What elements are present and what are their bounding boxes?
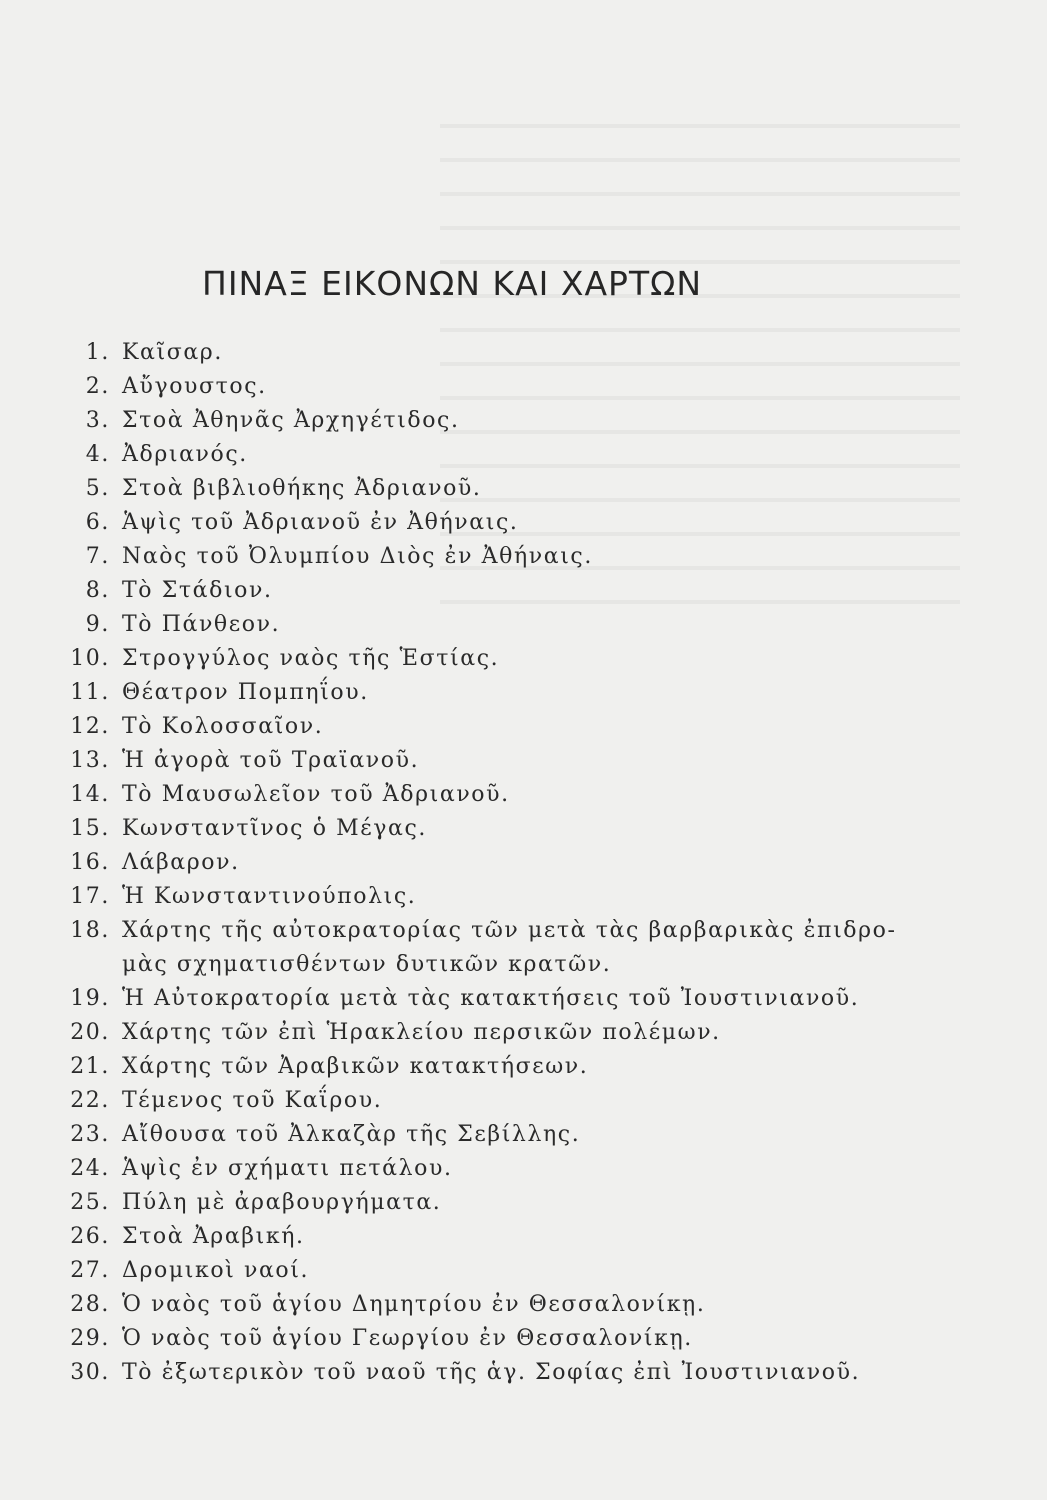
item-number: 24. [70, 1156, 110, 1181]
item-number: 14. [70, 782, 110, 807]
list-item [40, 1118, 940, 1152]
item-number: 1. [85, 340, 110, 365]
item-number: 8. [85, 578, 110, 603]
item-number: 2. [85, 374, 110, 399]
item-number: 26. [70, 1224, 110, 1249]
item-number: 30. [70, 1360, 110, 1385]
list-item [40, 1050, 940, 1084]
list-item [40, 608, 940, 642]
list-item [40, 336, 940, 370]
list-item [40, 1322, 940, 1356]
item-number: 4. [85, 442, 110, 467]
item-text: Τὸ ἐξωτερικὸν τοῦ ναοῦ τῆς ἁγ. Σοφίας ἐπὶ Ἰουστινιανοῦ. [122, 1360, 861, 1385]
item-text: Τὸ Κολοσσαῖον. [122, 714, 324, 739]
list-item [40, 404, 940, 438]
item-text: Τέμενος τοῦ Καΐρου. [122, 1088, 383, 1113]
item-text: Αὔγουστος. [122, 374, 267, 399]
item-text: Ἡ ἀγορὰ τοῦ Τραϊανοῦ. [122, 748, 420, 773]
list-item [40, 1356, 940, 1390]
item-text: Ἁψὶς ἐν σχήματι πετάλου. [122, 1156, 453, 1181]
item-text [122, 914, 940, 982]
item-number: 21. [70, 1054, 110, 1079]
item-number: 27. [70, 1258, 110, 1283]
item-text: Θέατρον Πομπηΐου. [122, 680, 369, 705]
list-item [40, 1084, 940, 1118]
item-number: 25. [70, 1190, 110, 1215]
item-number: 19. [70, 986, 110, 1011]
item-number: 7. [85, 544, 110, 569]
item-number: 13. [70, 748, 110, 773]
item-text: Λάβαρον. [122, 850, 240, 875]
list-item [40, 1220, 940, 1254]
list-item [40, 744, 940, 778]
item-text: Στοὰ Ἀραβική. [122, 1224, 305, 1249]
item-number: 3. [85, 408, 110, 433]
item-text: Δρομικοὶ ναοί. [122, 1258, 310, 1283]
list-item [40, 880, 940, 914]
item-text: Ἀδριανός. [122, 442, 248, 467]
item-text: Ναὸς τοῦ Ὀλυμπίου Διὸς ἐν Ἀθήναις. [122, 544, 593, 569]
page-title: ΠΙΝΑΞ ΕΙΚΟΝΩΝ ΚΑΙ ΧΑΡΤΩΝ [202, 264, 703, 303]
item-text: Στρογγύλος ναὸς τῆς Ἑστίας. [122, 646, 500, 671]
figure-list [40, 336, 940, 1390]
list-item [40, 1288, 940, 1322]
item-number: 9. [85, 612, 110, 637]
item-number: 23. [70, 1122, 110, 1147]
item-text: Χάρτης τῶν ἐπὶ Ἡρακλείου περσικῶν πολέμων. [122, 1020, 721, 1045]
item-text: Ὁ ναὸς τοῦ ἁγίου Δημητρίου ἐν Θεσσαλονίκῃ. [122, 1292, 706, 1317]
item-text: Αἴθουσα τοῦ Ἀλκαζὰρ τῆς Σεβίλλης. [122, 1122, 581, 1147]
item-text: Στοὰ Ἀθηνᾶς Ἀρχηγέτιδος. [122, 408, 460, 433]
list-item [40, 1254, 940, 1288]
item-number: 16. [70, 850, 110, 875]
item-number: 17. [70, 884, 110, 909]
list-item [40, 506, 940, 540]
item-text: Πύλη μὲ ἀραβουργήματα. [122, 1190, 442, 1215]
list-item [40, 982, 940, 1016]
item-text: Χάρτης τῶν Ἀραβικῶν κατακτήσεων. [122, 1054, 589, 1079]
list-item [40, 676, 940, 710]
item-text: Ἁψὶς τοῦ Ἀδριανοῦ ἐν Ἀθήναις. [122, 510, 519, 535]
item-number: 10. [70, 646, 110, 671]
list-item [40, 710, 940, 744]
list-item [40, 642, 940, 676]
list-item [40, 540, 940, 574]
list-item [40, 846, 940, 880]
item-text: Ὁ ναὸς τοῦ ἁγίου Γεωργίου ἐν Θεσσαλονίκῃ. [122, 1326, 693, 1351]
item-number: 11. [70, 680, 110, 705]
item-text: Καῖσαρ. [122, 340, 223, 365]
item-text: Ἡ Αὐτοκρατορία μετὰ τὰς κατακτήσεις τοῦ Ἰουστινιανοῦ. [122, 986, 860, 1011]
item-text: Τὸ Μαυσωλεῖον τοῦ Ἀδριανοῦ. [122, 782, 510, 807]
list-item [40, 812, 940, 846]
item-text-line-1: Χάρτης τῆς αὐτοκρατορίας τῶν μετὰ τὰς βαρβαρικὰς ἐπιδρο- [122, 918, 897, 943]
item-number: 6. [85, 510, 110, 535]
list-item [40, 1186, 940, 1220]
item-text: Κωνσταντῖνος ὁ Μέγας. [122, 816, 427, 841]
list-item [40, 574, 940, 608]
item-number: 12. [70, 714, 110, 739]
item-text: Τὸ Στάδιον. [122, 578, 273, 603]
item-number: 5. [85, 476, 110, 501]
item-number: 22. [70, 1088, 110, 1113]
item-number: 28. [70, 1292, 110, 1317]
item-number: 15. [70, 816, 110, 841]
list-item [40, 472, 940, 506]
item-text: Στοὰ βιβλιοθήκης Ἀδριανοῦ. [122, 476, 482, 501]
list-item [40, 914, 940, 982]
item-number: 20. [70, 1020, 110, 1045]
item-text-line-2: μὰς σχηματισθέντων δυτικῶν κρατῶν. [122, 952, 612, 977]
list-item [40, 1016, 940, 1050]
item-number: 18. [70, 918, 110, 943]
item-number: 29. [70, 1326, 110, 1351]
list-item [40, 778, 940, 812]
list-item [40, 438, 940, 472]
list-item [40, 1152, 940, 1186]
item-text: Τὸ Πάνθεον. [122, 612, 281, 637]
list-item [40, 370, 940, 404]
item-text: Ἡ Κωνσταντινούπολις. [122, 884, 417, 909]
